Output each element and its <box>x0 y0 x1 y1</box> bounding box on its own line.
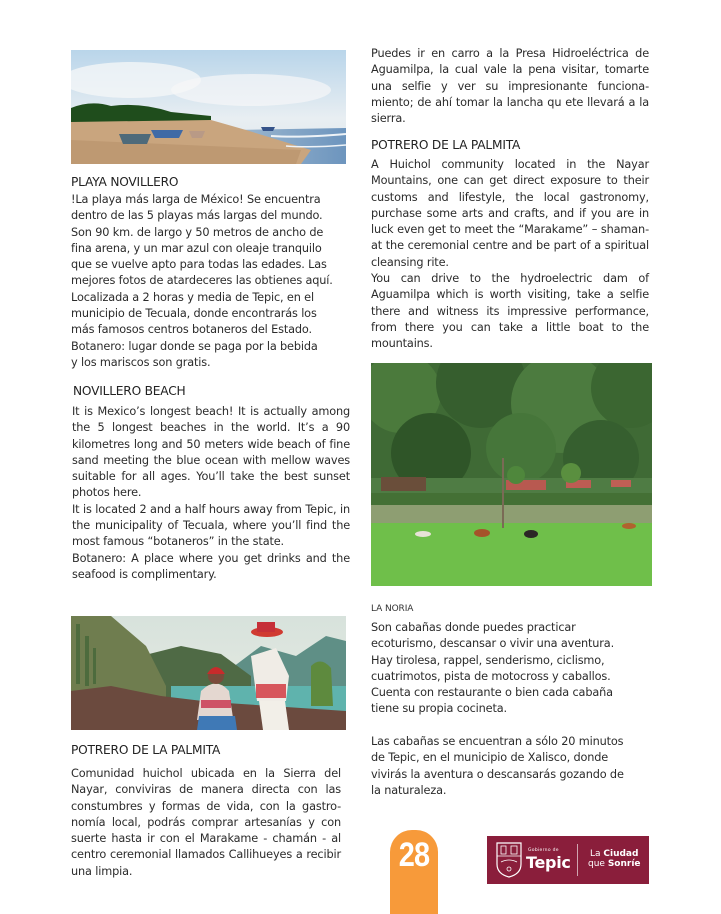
page-number-tab <box>390 830 438 914</box>
logo-gobierno-label: Gobierno de <box>528 848 559 853</box>
potrero-en-text: A Huichol community located in the Nayar Mountains, one can get direct exposure to their customs and lifestyle, the local gastronomy, purchase some arts and crafts, and if you are in luck even get to meet the “Marakame” – shaman- at the ceremonial centre and be part of a spiritual cleansing rite. You can drive to the hydroelectric dam of Aguamilpa which is worth visiting, take a selfie there and witness its impressive performance, from there you can take a little boat to the mountains. <box>371 158 649 351</box>
tepic-shield-icon <box>496 842 522 878</box>
page-number: 28 <box>398 836 430 874</box>
aguamilpa-es-text: Puedes ir en carro a la Presa Hidroeléctrica de Aguamilpa, la cual vale la pena visitar, tomarte una selfie y ver su impresionante funciona-miento; de ahí tomar la lancha qu ete llevará a la sierra. <box>371 47 649 126</box>
section-heading-potrero-en: POTRERO DE LA PALMITA <box>371 138 521 152</box>
la-noria-photo <box>371 363 652 586</box>
section-heading-la-noria: LA NORIA <box>371 604 414 614</box>
novillero-beach-text: It is Mexico’s longest beach! It is actually among the 5 longest beaches in the world. It’s a 90 kilometres long and 50 meters wide beach of fine sand meeting the blue ocean with mellow waves suitable for all ages. You’ll take the best sunset photos here. It is located 2 and a half hours away from Tepic, in the municipality of Tecuala, where you’ll find the most famous “botaneros” in the state. Botanero: A place where you get drinks and the seafood is complimentary. <box>72 405 350 581</box>
slogan-la: La <box>590 849 604 859</box>
section-heading-novillero-beach: NOVILLERO BEACH <box>73 384 186 398</box>
logo-city-name: Tepic <box>526 853 571 872</box>
potrero-es-text: Comunidad huichol ubicada en la Sierra del Nayar, conviviras de manera directa con las constumbres y formas de vida, con la gastro-nomía local, podrás comprar artesanías y con suerte hasta ir con el Marakame - chamán - al centro ceremonial llamados Callihueyes a recibir una limpia. <box>71 767 341 878</box>
section-heading-potrero-es: POTRERO DE LA PALMITA <box>71 743 221 757</box>
slogan-ciudad: Ciudad <box>603 849 639 859</box>
logo-slogan-line-1 <box>590 849 638 859</box>
slogan-que: que <box>588 859 608 869</box>
huichol-photo <box>71 616 346 730</box>
la-noria-text-2: Las cabañas se encuentran a sólo 20 minutos de Tepic, en el municipio de Xalisco, donde vivirás la aventura o descansarás gozando de la naturaleza. <box>371 735 624 797</box>
la-noria-text-1: Son cabañas donde puedes practicar ecoturismo, descansar o vivir una aventura. Hay tirolesa, rappel, senderismo, ciclismo, cuatrimotos, pista de motocross y caballos. Cuenta con restaurante o bien cada cabaña tiene su propia cocineta. <box>371 621 615 716</box>
beach-photo <box>71 50 346 164</box>
section-heading-playa-novillero: PLAYA NOVILLERO <box>71 175 179 189</box>
gobierno-tepic-logo <box>487 836 649 884</box>
playa-novillero-text: !La playa más larga de México! Se encuentra dentro de las 5 playas más largas del mundo. Son 90 km. de largo y 50 metros de ancho de fina arena, y un mar azul con oleaje tranquilo que se vuelve apto para todas las edades. Las mejores fotos de atardeceres las obtienes aquí. Localizada a 2 horas y media de Tepic, en el municipio de Tecuala, donde encontrarás los más famosos centros botaneros del Estado. Botanero: lugar donde se paga por la bebida y los mariscos son gratis. <box>71 193 333 369</box>
logo-divider <box>577 844 578 876</box>
slogan-sonrie: Sonríe <box>607 859 641 869</box>
logo-slogan-line-2 <box>588 859 641 869</box>
